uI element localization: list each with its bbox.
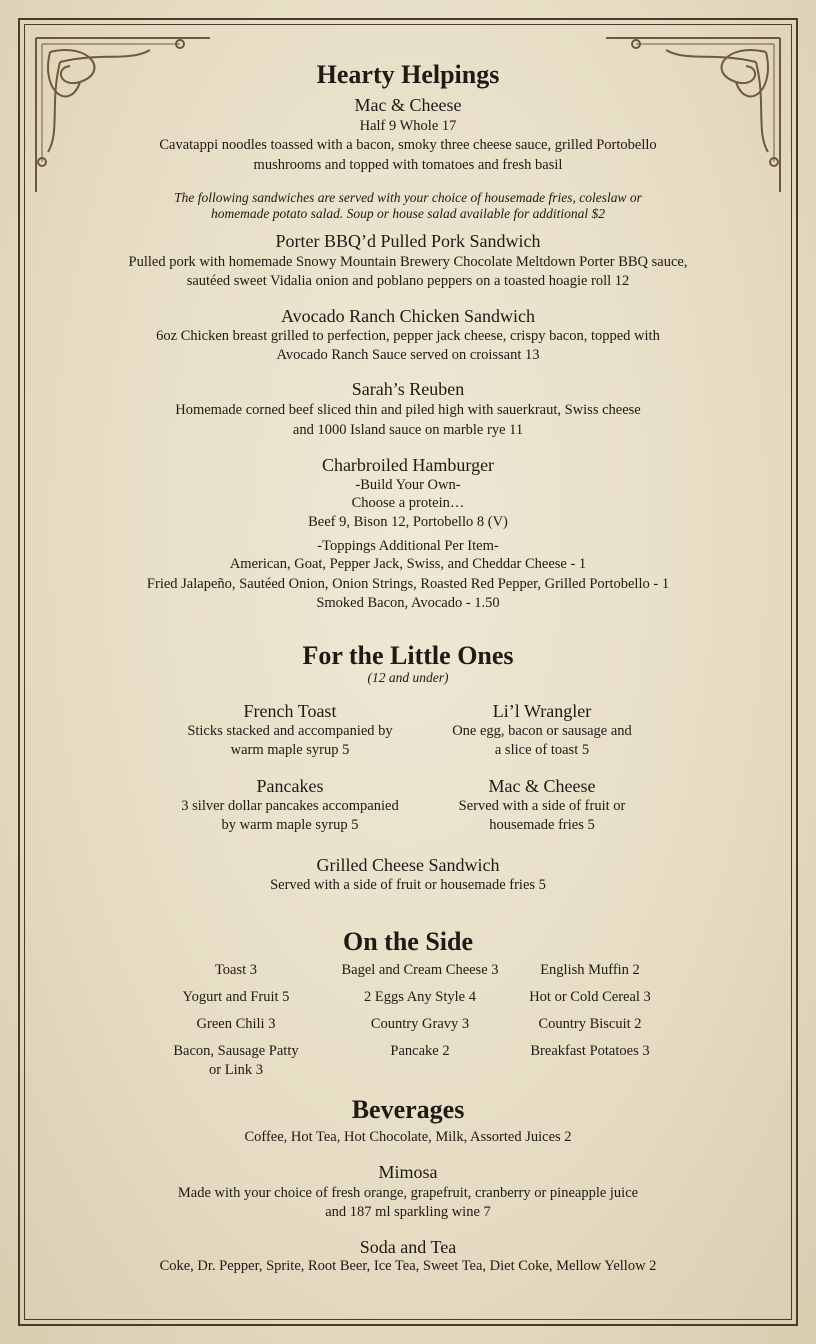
side-item: Yogurt and Fruit 5 (182, 989, 290, 1005)
item-desc: a slice of toast 5 (494, 742, 590, 758)
item-desc: Served with a side of fruit or (458, 798, 626, 814)
item-desc: Fried Jalapeño, Sautéed Onion, Onion Strings, Roasted Red Pepper, Grilled Portobello - 1 (146, 576, 670, 592)
item-desc: Choose a protein… (351, 495, 465, 511)
side-item: Country Biscuit 2 (538, 1016, 642, 1032)
item-name: Li’l Wrangler (492, 701, 592, 721)
item-desc: Sticks stacked and accompanied by (187, 723, 393, 739)
item-name: French Toast (243, 701, 337, 721)
item-desc: American, Goat, Pepper Jack, Swiss, and Cheddar Cheese - 1 (229, 556, 587, 572)
item-desc: Pulled pork with homemade Snowy Mountain Brewery Chocolate Meltdown Porter BBQ sauce, (128, 254, 688, 270)
item-name: Grilled Cheese Sandwich (316, 855, 500, 875)
item-name: Avocado Ranch Chicken Sandwich (280, 306, 536, 326)
item-name: Mac & Cheese (354, 95, 462, 115)
section-title: On the Side (342, 927, 474, 956)
side-item: or Link 3 (209, 1062, 263, 1078)
item-price: Half 9 Whole 17 (359, 118, 457, 134)
item-desc: Made with your choice of fresh orange, grapefruit, cranberry or pineapple juice (177, 1185, 639, 1201)
item-name: Sarah’s Reuben (351, 379, 465, 399)
side-item: Pancake 2 (390, 1043, 450, 1059)
item-desc: 6oz Chicken breast grilled to perfection, pepper jack cheese, crispy bacon, topped with (156, 328, 660, 344)
item-desc: Coffee, Hot Tea, Hot Chocolate, Milk, Assorted Juices 2 (244, 1129, 572, 1145)
section-title: For the Little Ones (302, 641, 514, 670)
item-desc: and 1000 Island sauce on marble rye 11 (292, 422, 524, 438)
sandwich-note: homemade potato salad. Soup or house salad available for additional $2 (210, 206, 606, 221)
item-name: Porter BBQ’d Pulled Pork Sandwich (275, 231, 541, 251)
item-desc: Beef 9, Bison 12, Portobello 8 (V) (308, 514, 508, 530)
item-desc: by warm maple syrup 5 (221, 817, 359, 833)
side-item: 2 Eggs Any Style 4 (364, 989, 476, 1005)
item-desc: Smoked Bacon, Avocado - 1.50 (316, 595, 500, 611)
item-desc: Served with a side of fruit or housemade fries 5 (270, 877, 546, 893)
item-name: Soda and Tea (359, 1237, 457, 1257)
side-item: Bacon, Sausage Patty (173, 1043, 299, 1059)
item-name: Pancakes (256, 776, 324, 796)
item-desc: housemade fries 5 (489, 817, 595, 833)
side-item: Country Gravy 3 (370, 1016, 470, 1032)
item-desc: sautéed sweet Vidalia onion and poblano peppers on a toasted hoagie roll 12 (186, 273, 630, 289)
side-item: Bagel and Cream Cheese 3 (341, 962, 499, 978)
item-desc: Cavatappi noodles toassed with a bacon, smoky three cheese sauce, grilled Portobello (159, 137, 657, 153)
item-name: Mac & Cheese (488, 776, 596, 796)
item-name: Mimosa (378, 1162, 438, 1182)
item-desc: and 187 ml sparkling wine 7 (325, 1204, 491, 1220)
section-title: Beverages (351, 1095, 465, 1124)
item-desc: -Build Your Own- (355, 477, 461, 493)
item-name: Charbroiled Hamburger (321, 455, 495, 475)
side-item: Toast 3 (214, 962, 258, 978)
item-desc: 3 silver dollar pancakes accompanied (181, 798, 399, 814)
section-subtitle: (12 and under) (367, 670, 449, 685)
item-desc: mushrooms and topped with tomatoes and fresh basil (253, 157, 563, 173)
item-desc: One egg, bacon or sausage and (452, 723, 632, 739)
side-item: Green Chili 3 (196, 1016, 276, 1032)
item-desc: Avocado Ranch Sauce served on croissant 13 (276, 347, 540, 363)
section-title: Hearty Helpings (316, 60, 500, 89)
item-desc: Homemade corned beef sliced thin and piled high with sauerkraut, Swiss cheese (175, 402, 641, 418)
sandwich-note: The following sandwiches are served with your choice of housemade fries, coleslaw or (174, 190, 642, 205)
item-desc: Coke, Dr. Pepper, Sprite, Root Beer, Ice Tea, Sweet Tea, Diet Coke, Mellow Yellow 2 (159, 1258, 657, 1274)
side-item: Hot or Cold Cereal 3 (529, 989, 651, 1005)
side-item: English Muffin 2 (540, 962, 640, 978)
item-desc: warm maple syrup 5 (230, 742, 350, 758)
item-desc: -Toppings Additional Per Item- (317, 538, 499, 554)
side-item: Breakfast Potatoes 3 (530, 1043, 650, 1059)
